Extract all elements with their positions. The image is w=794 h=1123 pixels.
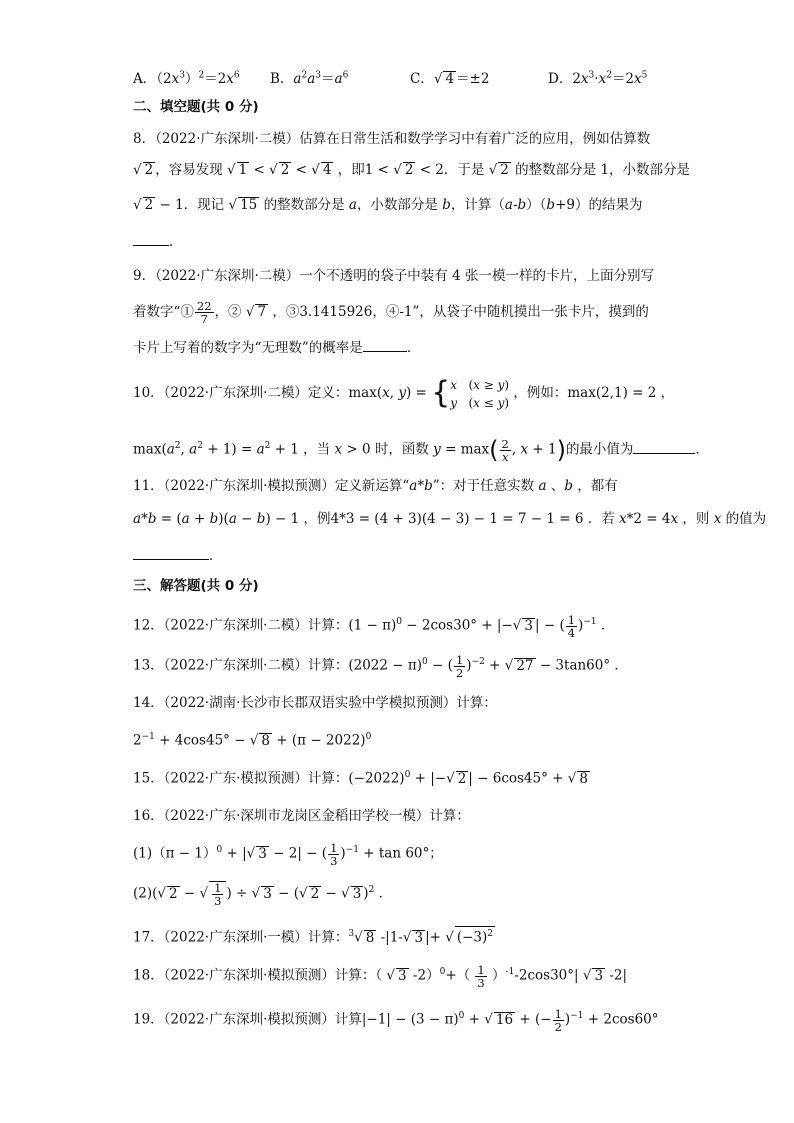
q8-line3: √ 2 − 1．现记 √ 15 的整数部分是 a，小数部分是 b，计算（a-b）（b+9）的结果为 [133, 197, 643, 213]
q19: 19．（2022·广东深圳·模拟预测）计算$|-1| - (3 - \pi)^0$ + √ 16 + (− $\frac{1}{2}$ )$^{-1}$ + 2cos60° [133, 1006, 659, 1034]
q17: 17．（2022·广东深圳·一模）计算：$^3$√ 8 -|1-√ 3 |+ √ $(-3)^2$ [133, 924, 495, 948]
q16-line1: 16．（2022·广东·深圳市龙岗区金稻田学校一模）计算： [133, 808, 470, 824]
choice-b: B．$a^2a^3=a^6$ [270, 70, 349, 87]
q16-part2: (2)(√ 2 − √ $\frac{1}{3}$ ) ÷ √ 3 − (√ 2 − √ 3 )$^2$ ． [133, 880, 393, 908]
q10-line2: $\max(a^2$, $a^2 + 1) = a^2 + 1$ ，当 x > 0 时，函数 y = max( $\frac{2}{x}$ , x + 1)的最小值为 ． [133, 436, 709, 464]
q11-line1: 11．（2022·广东深圳·模拟预测）定义新运算“a*b”：对于任意实数 a 、b ，都有 [133, 478, 618, 494]
q18: 18．（2022·广东深圳·模拟预测）计算：（ √ 3 -2）$^0$+（ $\frac{1}{3}$ ）$^{-1}$-2cos30°| √ 3 -2| [133, 962, 628, 990]
q13: 13．（2022·广东深圳·二模）计算：$(2022 - \pi)^0$ − ( $\frac{1}{2}$ )$^{-2}$ + √ 27 − 3tan60° ． [133, 652, 628, 680]
q8-line2: √ 2 ，容易发现 √ 1 < √ 2 < √ 4 ，即1 < √ 2 < 2．于是 √ 2 的整数部分是 1，小数部分是 [133, 162, 691, 178]
q15: 15．（2022·广东·模拟预测）计算：$(-2022)^0$ + |−√ 2 | − 6cos45° + √ 8 [133, 770, 588, 787]
section-solve-title: 三、解答题(共 0 分) [133, 578, 259, 594]
section-fill-in-title: 二、填空题(共 0 分) [133, 99, 259, 115]
choice-a: A．$(2x^3)^2=2x^6$ [133, 70, 240, 87]
q9-line1: 9．（2022·广东深圳·二模）一个不透明的袋子中装有 4 张一模一样的卡片，上面分别写 [133, 268, 654, 284]
q10-line1: 10．（2022·广东深圳·二模）定义：max(x, y) = { x (x ≥ y) y (x ≤ y) ，例如：max(2,1) = 2 ， [133, 375, 675, 411]
q11-answer-blank[interactable]: ． [133, 545, 223, 566]
q14-line2: $2^{-1} + 4\cos 45^\circ$ − √ $8 + (\pi - 2022)^0$ [133, 732, 372, 749]
q8-line1: 8．（2022·广东深圳·二模）估算在日常生活和数学学习中有着广泛的应用，例如估算数 [133, 131, 651, 147]
q9-line3: 卡片上写着的数字为“无理数”的概率是 ． [133, 337, 420, 358]
choice-c: C．√ 4 ＝±2 [410, 71, 490, 87]
q8-answer-blank[interactable]: ． [133, 231, 183, 252]
q9-line2: 着数字“① $\frac{22}{7}$ ，② √ 7 ，③3.1415926，④-1”，从袋子中随机摸出一张卡片，摸到的 [133, 299, 649, 326]
q11-line2: a*b = (a + b)(a − b) − 1 ，例4*3 = (4 + 3)(4 − 3) − 1 = 7 − 1 = 6 ．若 x*2 = 4x ，则 x 的值为 [133, 511, 767, 527]
q12: 12．（2022·广东深圳·二模）计算：$(1 - \pi)^0 - 2\cos 30^\circ$ + |−√ 3 | − ( $\frac{1}{4}$ )$^{-1}$ ． [133, 612, 615, 640]
q14-line1: 14．（2022·湖南·长沙市长郡双语实验中学模拟预测）计算： [133, 695, 497, 711]
choice-d: D．$2x^3\cdot x^2=2x^5$ [548, 70, 648, 87]
q16-part1: $(1)(\pi - 1)^0$ + |√ 3 − 2| − ( $\frac{1}{3}$ )$^{-1}$ + tan 60°； [133, 840, 443, 868]
